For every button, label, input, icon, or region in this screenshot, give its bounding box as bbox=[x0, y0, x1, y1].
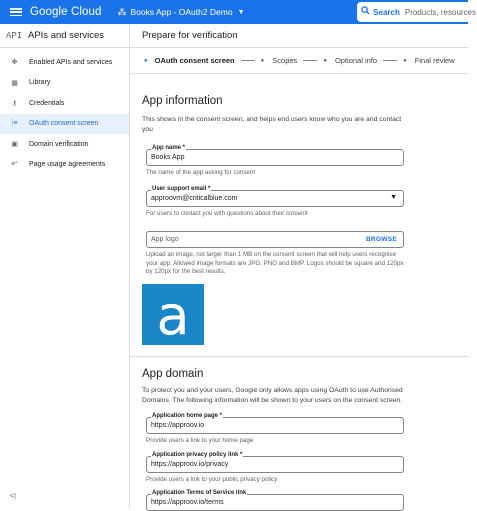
sidebar-header bbox=[0, 24, 129, 48]
approov-logo-icon bbox=[142, 284, 204, 345]
sidebar-item-label: Domain verification bbox=[29, 140, 89, 148]
sidebar bbox=[0, 24, 130, 508]
support-email-select[interactable] bbox=[146, 186, 404, 207]
sidebar-item-credentials[interactable] bbox=[0, 93, 129, 114]
step-current-icon: ● bbox=[144, 57, 148, 64]
browse-button[interactable]: BROWSE bbox=[365, 236, 397, 243]
diamond-icon: ✥ bbox=[11, 59, 18, 67]
sidebar-item-label: OAuth consent screen bbox=[29, 120, 99, 128]
app-logo-image bbox=[142, 284, 204, 345]
section-divider bbox=[130, 356, 468, 357]
sidebar-item-label: Credentials bbox=[29, 99, 65, 107]
step-pending-icon: ● bbox=[260, 57, 265, 64]
step-pending-icon: ● bbox=[403, 57, 407, 64]
sidebar-item-label: Page usage agreements bbox=[29, 161, 106, 169]
app-name-label: App name * bbox=[152, 145, 186, 151]
app-domain-title: App domain bbox=[142, 368, 204, 380]
step-label: Final review bbox=[414, 56, 455, 65]
step-label: OAuth consent screen bbox=[154, 56, 235, 65]
terms-of-service-value: https://approov.io/terms bbox=[151, 499, 224, 506]
google-cloud-logo[interactable]: Google Cloud bbox=[30, 6, 102, 18]
api-icon: API bbox=[6, 30, 23, 41]
sidebar-title: APIs and services bbox=[28, 30, 105, 41]
search-button[interactable]: Search bbox=[373, 7, 400, 17]
sidebar-item-enabled-apis[interactable] bbox=[0, 52, 129, 73]
page-title: Prepare for verification bbox=[142, 30, 238, 41]
step-connector bbox=[241, 60, 255, 61]
sidebar-item-label: Library bbox=[29, 79, 51, 87]
home-page-label: Application home page * bbox=[152, 413, 223, 419]
search-icon bbox=[358, 6, 373, 18]
support-email-value: approovm@criticalblue.com bbox=[151, 195, 238, 202]
key-icon: ⚷ bbox=[11, 100, 18, 108]
settings-list-icon: ≡° bbox=[11, 161, 18, 169]
app-domain-description: To protect you and your users, Google only allows apps using OAuth to use Authorised Domains. The following information will be shown to your users on the consent screen. bbox=[142, 387, 403, 404]
support-email-hint: For users to contact you with questions about their consent bbox=[146, 210, 308, 217]
project-selector[interactable] bbox=[118, 7, 245, 18]
form-content bbox=[130, 75, 468, 508]
sidebar-item-oauth-consent[interactable] bbox=[0, 114, 129, 135]
project-icon: ⁂ bbox=[117, 6, 127, 17]
search-bar[interactable] bbox=[357, 2, 477, 22]
top-bar bbox=[0, 0, 476, 24]
terms-of-service-field[interactable] bbox=[146, 490, 404, 511]
collapse-sidebar-icon[interactable]: <| bbox=[10, 493, 16, 500]
sidebar-item-page-usage[interactable] bbox=[0, 155, 129, 176]
step-final-review[interactable] bbox=[403, 56, 455, 65]
chevron-down-icon: ▼ bbox=[237, 8, 245, 16]
stepper bbox=[130, 48, 468, 74]
page-header bbox=[130, 24, 468, 48]
app-logo-hint: Upload an image, not larger than 1 MB on the consent screen that will help users recognise your app. Allowed image formats are JPG, PNG and BMP. Logos should be square and 120px by 120px for the best results. bbox=[146, 251, 404, 275]
privacy-policy-field[interactable] bbox=[146, 452, 404, 473]
app-logo-field[interactable] bbox=[146, 231, 404, 248]
step-connector bbox=[383, 60, 397, 61]
app-information-description: This shows in the consent screen, and helps end users know who you are and contact you bbox=[142, 116, 402, 133]
terms-of-service-label: Application Terms of Service link bbox=[152, 490, 247, 496]
search-input[interactable]: Products, resources bbox=[404, 7, 476, 17]
dropdown-arrow-icon: ▼ bbox=[390, 194, 397, 201]
app-information-title: App information bbox=[142, 95, 223, 107]
support-email-label: User support email * bbox=[152, 186, 211, 192]
project-name: Books App - OAuth2 Demo bbox=[130, 7, 233, 17]
app-name-field[interactable] bbox=[146, 145, 404, 166]
sidebar-item-label: Enabled APIs and services bbox=[29, 58, 113, 66]
app-logo-placeholder: App logo bbox=[151, 236, 179, 243]
domain-icon: ▣ bbox=[11, 141, 18, 149]
menu-icon[interactable] bbox=[10, 8, 22, 16]
svg-text:a: a bbox=[156, 284, 190, 347]
consent-icon: ⁞≡ bbox=[11, 120, 18, 128]
app-name-hint: The name of the app asking for consent bbox=[146, 169, 256, 176]
step-connector bbox=[303, 60, 317, 61]
home-page-hint: Provide users a link to your home page bbox=[146, 437, 254, 444]
step-label: Optional info bbox=[334, 56, 378, 65]
privacy-policy-value: https://approov.io/privacy bbox=[151, 461, 229, 468]
step-scopes[interactable] bbox=[261, 56, 324, 65]
privacy-policy-hint: Provide users a link to your public privacy policy bbox=[146, 476, 278, 483]
home-page-value: https://approov.io bbox=[151, 422, 205, 429]
sidebar-item-library[interactable] bbox=[0, 73, 129, 94]
step-label: Scopes bbox=[272, 56, 298, 65]
app-name-value: Books App bbox=[151, 154, 185, 161]
sidebar-item-domain-verification[interactable] bbox=[0, 134, 129, 155]
step-optional-info[interactable] bbox=[323, 56, 403, 65]
privacy-policy-label: Application privacy policy link * bbox=[152, 452, 243, 458]
home-page-field[interactable] bbox=[146, 413, 404, 434]
step-oauth-consent[interactable] bbox=[130, 56, 261, 65]
library-icon: ▦ bbox=[11, 79, 18, 87]
step-pending-icon: ● bbox=[323, 57, 327, 64]
